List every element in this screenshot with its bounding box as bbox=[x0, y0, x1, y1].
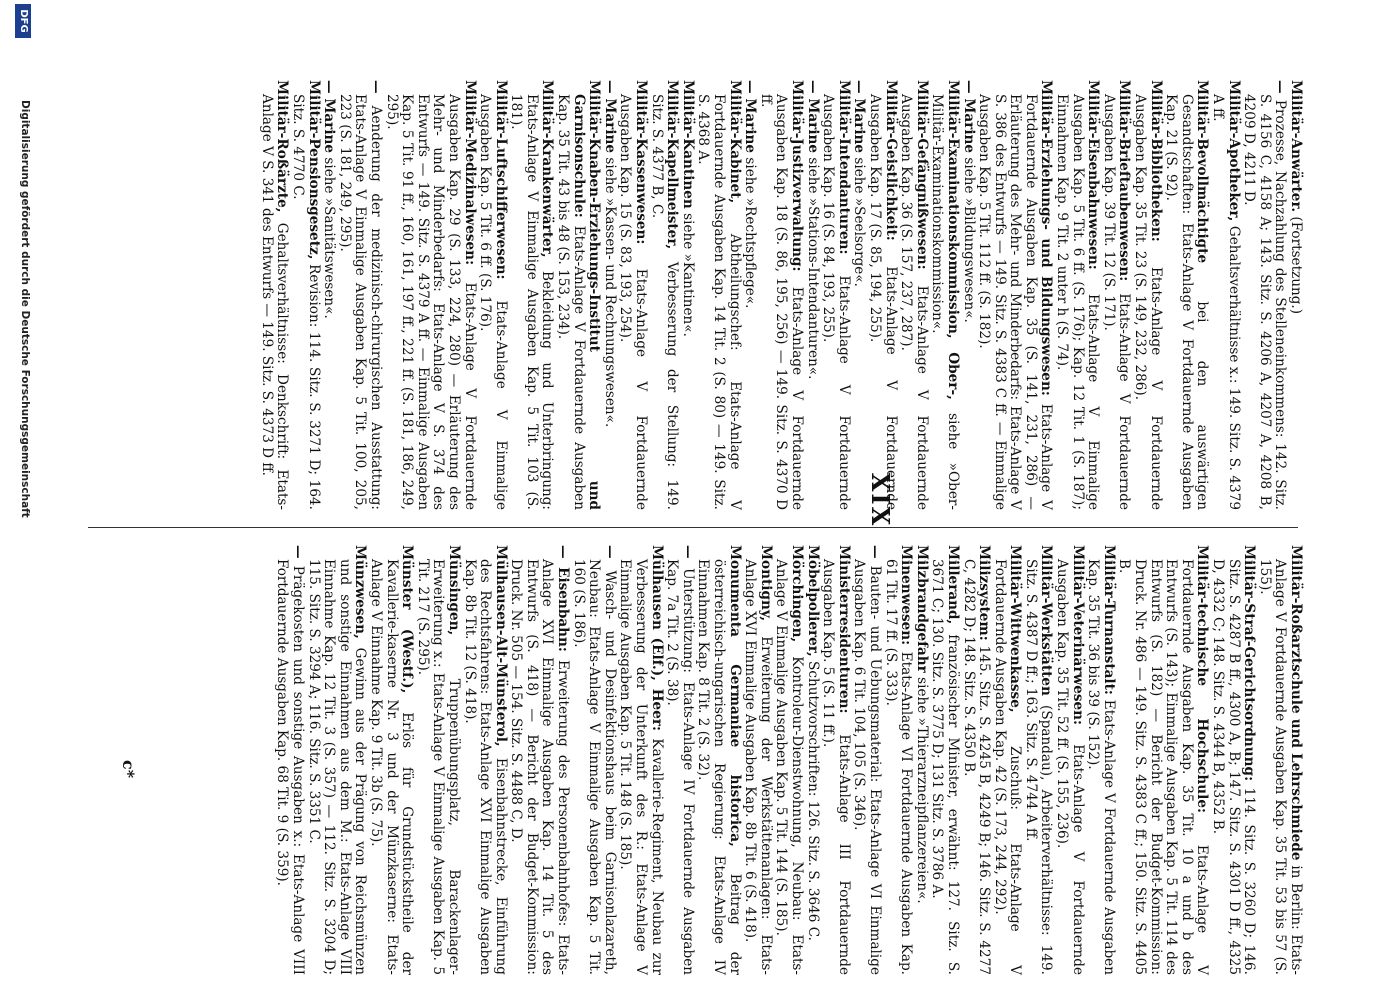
index-entry bbox=[289, 80, 320, 510]
entry-text: siehe »Kantinen«. bbox=[679, 208, 696, 337]
entry-headword: — Marine bbox=[742, 80, 759, 154]
entry-headword: — Marine bbox=[804, 80, 821, 154]
entry-headword: Möbelpolierer, bbox=[804, 545, 821, 657]
entry-headword: Militär-Bevollmächtigte bbox=[1194, 80, 1211, 264]
entry-headword: Militär-Roßärzte, bbox=[274, 80, 291, 213]
entry-headword: Militär-Erziehungs- und Bildungswesen: bbox=[1038, 80, 1055, 396]
entry-headword: Militär-Anwärter. bbox=[1288, 80, 1304, 213]
index-entry bbox=[1054, 80, 1101, 510]
index-entry bbox=[477, 80, 508, 510]
column-rule bbox=[88, 527, 1298, 528]
entry-headword: — bbox=[367, 80, 384, 106]
entry-headword: Militär-Apotheker, bbox=[1225, 80, 1242, 222]
index-entry bbox=[851, 80, 867, 510]
entry-headword: Militär-Intendanturen: bbox=[835, 80, 852, 255]
entry-headword: Militär-Bibliotheken: bbox=[1147, 80, 1164, 242]
index-entry bbox=[617, 545, 664, 975]
entry-text: Gehaltsverhältnisse: Denkschrift: Etats-Anlage V S. 341 des Entwurfs — 149. Sitz. S. 4373 D ff. bbox=[258, 94, 291, 510]
index-entry bbox=[1085, 545, 1116, 975]
index-entry bbox=[336, 80, 383, 510]
entry-text: Etats-Anlage V Fortdauernde Ausgaben Kap. 35 Tit. 52 ff. (S. 155, 236). bbox=[1054, 559, 1086, 975]
entry-headword: Militär-Kantinen bbox=[679, 80, 696, 209]
index-entry bbox=[820, 545, 851, 975]
entry-text: (Fortsetzung.) bbox=[1288, 212, 1304, 315]
entry-headword: Monumenta Germaniae historica, bbox=[726, 545, 743, 847]
index-entry bbox=[929, 545, 960, 975]
entry-headword: — bbox=[1272, 80, 1289, 100]
index-entry bbox=[367, 545, 414, 975]
entry-headword: Militär-Eisenbahnwesen: bbox=[1085, 80, 1102, 270]
index-entry bbox=[1256, 545, 1303, 975]
entry-text: Etats-Anlage V Fortdauernde Ausgaben Kap. 39 Tit. 12 (S. 171). bbox=[1100, 94, 1133, 510]
index-entry bbox=[742, 80, 758, 510]
index-entry bbox=[960, 545, 991, 975]
index-entry bbox=[555, 80, 602, 510]
entry-headword: — Marine bbox=[321, 80, 338, 154]
entry-headword: — bbox=[866, 545, 883, 566]
index-entry bbox=[1287, 80, 1303, 510]
entry-headword: Millerand, bbox=[944, 545, 961, 625]
entry-text: Prozesse, Nachzahlung des Stelleneinkommens: 142. Sitz. S. 4156 C, 4158 A; 143. Sitz. S. 4206 A, 4207 A, 4208 B, 4209 D, 4211 D. bbox=[1241, 94, 1289, 510]
index-entry bbox=[601, 80, 617, 510]
entry-headword: Militär-Gefängnißwesen: bbox=[913, 80, 930, 270]
column-right bbox=[274, 545, 1303, 975]
entry-text: Etats-Anlage V Fortdauernde Ausgaben Kap. 18 (S. 86, 195, 256) — 149. Sitz. S. 4370 D ff. bbox=[757, 94, 805, 510]
credit-text: Digitalisierung gefördert durch die Deutsche Forschungsgemeinschaft bbox=[19, 100, 31, 518]
entry-text: Etats-Anlage VI Fortdauernde Ausgaben Kap. 61 Tit. 17 ff. (S. 333). bbox=[882, 559, 915, 975]
entry-headword: Militär-Kapellmeister, bbox=[664, 80, 681, 250]
entry-headword: Militär-Pensionsgesetz, bbox=[305, 80, 322, 260]
entry-headword: Militär-Wittwenkasse, bbox=[1007, 545, 1024, 713]
entry-text: siehe »Ober-Militär-Examinationskommission«. bbox=[929, 94, 961, 510]
index-entry bbox=[695, 80, 742, 510]
entry-headword: Montigny, bbox=[757, 545, 774, 622]
entry-headword: Militär-Medizinalwesen: bbox=[461, 80, 478, 266]
entry-text: Etats-Anlage V Fortdauernde Ausgaben Kap. 16 (S. 84, 193, 255). bbox=[820, 94, 852, 510]
entry-headword: Mörchingen, bbox=[789, 545, 805, 643]
dfg-logo: DFG bbox=[15, 4, 31, 38]
entry-text: Etats-Anlage V Fortdauernde Ausgaben Kap. 35 Tit. 36 bis 39 (S. 152). bbox=[1085, 559, 1117, 975]
entry-text: Zuschuß: Etats-Anlage V Fortdauernde Ausgaben Kap. 42 (S. 173, 244, 292). bbox=[991, 559, 1024, 975]
entry-headword: Militär-Geistlichkeit: bbox=[882, 80, 899, 241]
index-entry bbox=[976, 80, 1054, 510]
index-entry bbox=[1116, 545, 1210, 975]
entry-headword: Militär-Krankenwärter, bbox=[539, 80, 556, 258]
index-entry bbox=[960, 80, 976, 510]
index-entry bbox=[321, 80, 337, 510]
index-entry bbox=[1209, 80, 1240, 510]
entry-text: Erweiterung der Werkstättenanlagen: Etats-Anlage XVI Einmalige Ausgaben Kap. 8b Tit. 6 (S. 418). bbox=[742, 559, 774, 975]
entry-headword: Ministerresidenturen: bbox=[835, 545, 852, 714]
index-entry bbox=[851, 545, 882, 975]
index-entry bbox=[461, 545, 508, 975]
entry-text: siehe »Stations-Intendanturen«. bbox=[804, 153, 821, 380]
index-entry bbox=[617, 80, 648, 510]
index-entry bbox=[991, 545, 1022, 975]
entry-headword: Münsingen, bbox=[445, 545, 462, 636]
entry-text: Kontroleur-Dienstwohnung, Neubau: Etats-Anlage V Einmalige Ausgaben Kap. 5 Tit. 144 (S. 185). bbox=[773, 559, 805, 975]
entry-headword: Militär-Kabinet, bbox=[726, 80, 743, 204]
entry-headword: — Marine bbox=[960, 80, 977, 154]
index-entry bbox=[508, 545, 570, 975]
entry-text: 114. Sitz. S. 3260 D; 146. Sitz. S. 4287 B ff., 4300 A, B; 147. Sitz. S. 4301 D ff., 4325 D, 4332 C; 148. Sitz. S. 4344 B, 4352 B. bbox=[1210, 559, 1258, 975]
index-entry bbox=[882, 545, 913, 975]
index-entry bbox=[383, 80, 477, 510]
entry-headword: Militär-Roßarztschule und Lehrschmiede bbox=[1288, 545, 1304, 861]
entry-text: siehe »Bildungswesen«. bbox=[960, 153, 977, 323]
column-left bbox=[258, 80, 1303, 510]
index-entry bbox=[274, 545, 305, 975]
entry-text: Verbesserung der Stellung: 149. Sitz. S. 4377 B, C. bbox=[648, 94, 681, 510]
entry-text: Etats-Anlage V Fortdauernde Ausgaben Kap. 35 Tit. 43 bis 48 (S. 153, 234). bbox=[555, 94, 587, 510]
entry-text: siehe »Sanitätswesen«. bbox=[321, 153, 338, 319]
entry-text: Prägekosten und sonstige Ausgaben x.: Etats-Anlage VIII Fortdauernde Ausgaben Kap. 68 Tit. 9 (S. 359). bbox=[274, 559, 306, 975]
index-entry bbox=[305, 545, 367, 975]
entry-headword: Mülhausen (Elf.), Heer: bbox=[648, 545, 665, 732]
entry-headword: Militär-Turnanstalt: bbox=[1100, 545, 1117, 695]
entry-text: Etats-Anlage V Fortdauernde Ausgaben Kap. 35 (S. 141, 231, 286) — Erläuterung des Mehr- und Minderbedarfs: Etats-Anlage V S. 386 des Entwurfs — 149. Sitz. S. 4383 C ff. — Einmalige Ausgaben Kap. 5 Tit. 112 ff. (S. 182). bbox=[976, 94, 1055, 510]
entry-text: Aenderung der medizinisch-chirurgischen Ausstattung: Etats-Anlage V Einmalige Ausgaben Kap. 5 Tit. 100, 205, 223 (S. 181, 249, 295). bbox=[336, 94, 384, 510]
entry-headword: Milizsystem: bbox=[976, 545, 993, 641]
index-entry bbox=[773, 545, 804, 975]
entry-headword: Militär-Straf-Gerichtsordnung: bbox=[1241, 545, 1258, 782]
entry-headword: — bbox=[290, 545, 306, 566]
index-entry bbox=[1054, 545, 1085, 975]
index-entry bbox=[258, 80, 289, 510]
entry-headword: — bbox=[679, 545, 696, 569]
entry-text: bei den auswärtigen Gesandtschaften: Etats-Anlage V Fortdauernde Ausgaben Kap. 21 (S. 92). bbox=[1163, 94, 1211, 510]
entry-text: Eisenbahnstrecke, Einführung des Rechtsfahrens: Etats-Anlage XVI Einmalige Ausgaben Kap. 8b Tit. 12 (S. 418). bbox=[461, 559, 509, 975]
entry-text: Gewinn aus der Prägung von Reichsmünzen und sonstige Einnahmen aus dem M.: Etats-Anlage VIII Einnahme Kap. 12 Tit. 3 (S. 357) — 112. Sitz. S. 3204 D; 115. Sitz. S. 3294 A; 116. Sitz. S. 3351 C. bbox=[305, 559, 369, 975]
index-entry bbox=[414, 545, 461, 975]
index-entry bbox=[570, 545, 617, 975]
entry-text: Revision: 114. Sitz. S. 3271 D; 164. Sitz. S. 4770 C. bbox=[290, 94, 322, 510]
entry-headword: Militär-Knaben-Erziehungs-Institut und Garnisonschule: bbox=[570, 80, 603, 510]
entry-headword: Militär-Brieftaubenwesen: bbox=[1116, 80, 1133, 282]
entry-text: Erlös für Grundstückstheile der Kavallerie-kaserne Nr. 3 und der Münzkaserne: Etats-Anlage V Einnahme Kap. 9 Tit. 3b (S. 75). bbox=[367, 559, 416, 975]
entry-headword: — Eisenbahn: bbox=[555, 545, 572, 652]
index-entry bbox=[757, 80, 804, 510]
entry-text: Etats-Anlage V Fortdauernde Ausgaben Kap. 35 Tit. 23 (S. 149, 232, 286). bbox=[1132, 94, 1164, 510]
entry-text: Kavallerie-Regiment, Neubau zur Verbesserung der Unterkunft des R.: Etats-Anlage V Einmalige Ausgaben Kap. 5 Tit. 148 (S. 185). bbox=[617, 559, 665, 975]
entry-text: Etats-Anlage V Fortdauernde Ausgaben Kap. 17 (S. 85, 194, 255). bbox=[866, 94, 899, 510]
index-entry bbox=[929, 80, 960, 510]
entry-text: französischer Minister, erwähnt: 127. Sitz. S. 3671 C; 130. Sitz. S. 3775 D; 131 Sitz. S. 3786 A. bbox=[929, 559, 961, 975]
entry-text: Gehaltsverhältnisse x.: 149. Sitz. S. 4379 A ff. bbox=[1210, 94, 1242, 510]
entry-headword: Militär-Veterinärwesen: bbox=[1069, 545, 1086, 726]
entry-headword: Mülhausen-Alt-Münsterol, bbox=[492, 545, 509, 747]
entry-text: siehe »Kassen- und Rechnungswesen«. bbox=[601, 153, 618, 428]
index-entry bbox=[913, 545, 929, 975]
entry-headword: Münzwesen, bbox=[352, 545, 369, 639]
entry-headword: — Marine bbox=[601, 80, 618, 154]
index-entry bbox=[1131, 80, 1162, 510]
entry-headword: Militär-Kassenwesen: bbox=[633, 80, 650, 245]
index-entry bbox=[679, 80, 695, 510]
entry-text: Abtheilungschef: Etats-Anlage V Fortdauernde Ausgaben Kap. 14 Tit. 2 (S. 80) — 149. Sitz. S. 4368 A. bbox=[695, 94, 743, 510]
entry-text: Etats-Anlage V Fortdauernde Ausgaben Kap. 36 (S. 157, 237, 287). bbox=[898, 94, 930, 510]
entry-text: Erweiterung des Personenbahnhofes: Etats-Anlage XVI Einmalige Ausgaben Kap. 14 Tit. 5 des Entwurfs (S. 418) — Bericht der Budget-Kommission: Druck. Nr. 505 — 154. Sitz. S. 4488 C, D. bbox=[508, 559, 572, 975]
entry-text: Schutzvorschriften: 126. Sitz. S. 3646 C. bbox=[804, 656, 821, 941]
index-entry bbox=[804, 80, 820, 510]
entry-text: Unterstützung: Etats-Anlage IV Fortdauernde Ausgaben Kap. 7a Tit. 2 (S. 38). bbox=[664, 559, 696, 976]
entry-headword: Militär-Examinationskommission, Ober-, bbox=[944, 80, 961, 400]
entry-headword: Militär-Werkstätten bbox=[1038, 545, 1055, 696]
index-entry bbox=[695, 545, 742, 975]
entry-text: siehe »Rechtspflege«. bbox=[742, 153, 759, 309]
index-entry bbox=[820, 80, 851, 510]
entry-text: Etats-Anlage V Einmalige Ausgaben Kap. 5 Tit. 6 ff. (S. 176). bbox=[477, 94, 509, 510]
index-entry bbox=[664, 545, 695, 975]
entry-headword: Münster (Westf.), bbox=[399, 545, 416, 694]
entry-text: Truppenübungsplatz, Barackenlager-Erweiterung x.: Etats-Anlage V Einmalige Ausgaben Kap. 5 Tit. 217 (S. 295). bbox=[414, 559, 462, 975]
signature-mark: c* bbox=[119, 760, 138, 779]
entry-headword: Minenwesen: bbox=[898, 545, 915, 646]
index-entry bbox=[866, 80, 897, 510]
entry-text: siehe »Thierarzneipflanzereien«. bbox=[913, 672, 930, 904]
index-entry bbox=[1163, 80, 1210, 510]
index-entry bbox=[1100, 80, 1131, 510]
entry-headword: Milzbrandgefahr bbox=[913, 545, 930, 673]
entry-text: in Berlin: Etats-Anlage V Fortdauernde Ausgaben Kap. 35 Tit. 53 bis 57 (S. 155). bbox=[1256, 559, 1304, 975]
entry-headword: — Marine bbox=[851, 80, 868, 154]
entry-text: Etats-Anlage V Fortdauernde Ausgaben Kap. 15 (S. 83, 193, 254). bbox=[617, 94, 650, 510]
index-entry bbox=[804, 545, 820, 975]
entry-text: Bauten- und Uebungsmaterial: Etats-Anlage VI Einmalige Ausgaben Kap. 6 Tit. 104, 105 (S. 346). bbox=[851, 559, 883, 975]
entry-headword: Militär-Justizverwaltung: bbox=[789, 80, 805, 272]
index-entry bbox=[742, 545, 773, 975]
entry-text: Beitrag der österreichisch-ungarischen Regierung: Etats-Anlage IV Einnahmen Kap. 8 Tit. 2 (S. 32). bbox=[695, 559, 743, 975]
index-entry bbox=[508, 80, 555, 510]
entry-text: siehe »Seelsorge«. bbox=[851, 153, 868, 287]
entry-text: Etats-Anlage V Fortdauernde Ausgaben Kap. 29 (S. 133, 224, 280) — Erläuterung des Mehr- und Minderbedarfs: Etats-Anlage V S. 374 des Entwurfs — 149. Sitz. S. 4379 A ff. — Einmalige Ausgaben Kap. 5 Tit. 91 ff., 160, 161, 197 ff., 221 ff. (S. 181, 186, 249, 295). bbox=[383, 94, 478, 510]
entry-headword: Militär-Luftschifferwesen: bbox=[492, 80, 509, 280]
entry-text: Wasch- und Desinfektionshaus beim Garnisonlazareth, Neubau: Etats-Anlage V Einmalige Ausgaben Kap. 5 Tit. 160 (S. 186). bbox=[570, 559, 618, 976]
entry-text: (Spandau), Arbeiterverhältnisse: 149. Sitz. S. 4387 D ff.; 163. Sitz. S. 4744 A ff. bbox=[1022, 559, 1055, 975]
index-entry bbox=[898, 80, 929, 510]
page-number: XIX bbox=[866, 472, 895, 528]
entry-text: Etats-Anlage III Fortdauernde Ausgaben Kap. 5 (S. 11 ff.). bbox=[820, 559, 852, 975]
index-entry bbox=[1022, 545, 1053, 975]
entry-headword: Militär-technische Hochschule: bbox=[1194, 545, 1211, 813]
entry-headword: — bbox=[601, 545, 618, 571]
entry-text: 145. Sitz. S. 4245 B, 4249 B; 146. Sitz. S. 4277 C, 4282 D; 148. Sitz. S. 4350 B. bbox=[960, 559, 993, 975]
index-entry bbox=[1209, 545, 1256, 975]
entry-text: Etats-Anlage V Fortdauernde Ausgaben Kap. 35 Tit. 10 a und b des Entwurfs (S. 143); Einmalige Ausgaben Kap. 5 Tit. 114 des Entwurfs (S. 182) — Bericht der Budget-Kommission: Druck. Nr. 486 — 149. Sitz. S. 4383 C ff.; 150. Sitz. S. 4405 B. bbox=[1116, 559, 1211, 975]
index-entry bbox=[1241, 80, 1288, 510]
entry-text: Etats-Anlage V Einmalige Ausgaben Kap. 5 Tit. 6 ff. (S. 176); Kap. 12 Tit. 1 (S. 187); Einnahmen Kap. 9 Tit. 2 unter h (S. 74). bbox=[1054, 94, 1102, 510]
entry-text: Bekleidung und Unterbringung: Etats-Anlage V Einmalige Ausgaben Kap. 5 Tit. 103 (S. 181). bbox=[508, 94, 556, 510]
index-entry bbox=[648, 80, 679, 510]
